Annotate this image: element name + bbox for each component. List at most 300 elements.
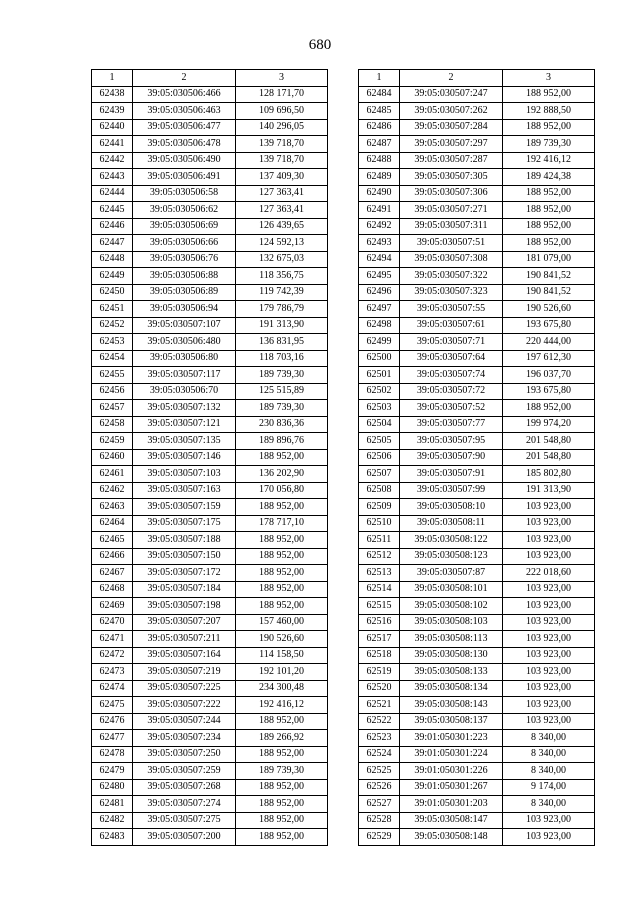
row-number-cell: 62457 <box>92 400 133 417</box>
cadastral-number-cell: 39:05:030506:66 <box>133 235 236 252</box>
cadastral-number-cell: 39:05:030507:51 <box>400 235 503 252</box>
table-row <box>92 433 328 450</box>
cadastral-number-cell: 39:05:030508:113 <box>400 631 503 648</box>
table-row <box>359 400 595 417</box>
row-number-cell: 62519 <box>359 664 400 681</box>
table-row <box>359 697 595 714</box>
row-number-cell: 62501 <box>359 367 400 384</box>
cadastral-number-cell: 39:05:030506:478 <box>133 136 236 153</box>
table-row <box>92 86 328 103</box>
table-row <box>359 169 595 186</box>
table-row <box>359 317 595 334</box>
value-cell: 132 675,03 <box>236 251 328 268</box>
row-number-cell: 62461 <box>92 466 133 483</box>
row-number-cell: 62510 <box>359 515 400 532</box>
table-row <box>92 383 328 400</box>
table-row <box>359 416 595 433</box>
value-cell: 140 296,05 <box>236 119 328 136</box>
value-cell: 196 037,70 <box>503 367 595 384</box>
cadastral-number-cell: 39:05:030507:61 <box>400 317 503 334</box>
table-row <box>359 466 595 483</box>
table-row <box>359 268 595 285</box>
cadastral-number-cell: 39:05:030506:490 <box>133 152 236 169</box>
value-cell: 234 300,48 <box>236 680 328 697</box>
cadastral-number-cell: 39:05:030507:55 <box>400 301 503 318</box>
value-cell: 188 952,00 <box>503 202 595 219</box>
value-cell: 188 952,00 <box>236 829 328 846</box>
cadastral-number-cell: 39:05:030508:103 <box>400 614 503 631</box>
table-row <box>359 779 595 796</box>
cadastral-number-cell: 39:05:030507:52 <box>400 400 503 417</box>
header-cell: 2 <box>133 70 236 87</box>
row-number-cell: 62498 <box>359 317 400 334</box>
table-row <box>92 548 328 565</box>
row-number-cell: 62475 <box>92 697 133 714</box>
cadastral-number-cell: 39:05:030507:274 <box>133 796 236 813</box>
row-number-cell: 62481 <box>92 796 133 813</box>
row-number-cell: 62449 <box>92 268 133 285</box>
table-row <box>359 449 595 466</box>
row-number-cell: 62515 <box>359 598 400 615</box>
table-row <box>359 631 595 648</box>
table-row <box>359 499 595 516</box>
value-cell: 139 718,70 <box>236 136 328 153</box>
cadastral-number-cell: 39:05:030508:134 <box>400 680 503 697</box>
table-row <box>359 284 595 301</box>
cadastral-number-cell: 39:05:030507:271 <box>400 202 503 219</box>
cadastral-number-cell: 39:05:030508:130 <box>400 647 503 664</box>
value-cell: 9 174,00 <box>503 779 595 796</box>
row-number-cell: 62452 <box>92 317 133 334</box>
cadastral-number-cell: 39:05:030508:148 <box>400 829 503 846</box>
left-table <box>91 69 328 846</box>
cadastral-number-cell: 39:05:030506:76 <box>133 251 236 268</box>
table-row <box>92 136 328 153</box>
table-row <box>92 647 328 664</box>
table-row <box>92 449 328 466</box>
value-cell: 103 923,00 <box>503 515 595 532</box>
table-row <box>92 152 328 169</box>
table-row <box>359 565 595 582</box>
cadastral-number-cell: 39:05:030507:132 <box>133 400 236 417</box>
table-row <box>359 829 595 846</box>
row-number-cell: 62499 <box>359 334 400 351</box>
row-number-cell: 62450 <box>92 284 133 301</box>
value-cell: 188 952,00 <box>236 499 328 516</box>
value-cell: 103 923,00 <box>503 499 595 516</box>
header-cell: 1 <box>359 70 400 87</box>
value-cell: 190 526,60 <box>503 301 595 318</box>
value-cell: 139 718,70 <box>236 152 328 169</box>
table-row <box>92 235 328 252</box>
cadastral-number-cell: 39:05:030507:250 <box>133 746 236 763</box>
row-number-cell: 62496 <box>359 284 400 301</box>
table-row <box>359 152 595 169</box>
value-cell: 118 703,16 <box>236 350 328 367</box>
cadastral-number-cell: 39:05:030507:234 <box>133 730 236 747</box>
table-row <box>359 730 595 747</box>
cadastral-number-cell: 39:01:050301:203 <box>400 796 503 813</box>
table-row <box>92 829 328 846</box>
table-row <box>92 680 328 697</box>
row-number-cell: 62439 <box>92 103 133 120</box>
table-row <box>92 631 328 648</box>
header-cell: 3 <box>236 70 328 87</box>
table-header-row <box>92 70 328 87</box>
row-number-cell: 62494 <box>359 251 400 268</box>
table-row <box>359 86 595 103</box>
table-row <box>92 730 328 747</box>
cadastral-number-cell: 39:05:030508:123 <box>400 548 503 565</box>
value-cell: 192 888,50 <box>503 103 595 120</box>
value-cell: 193 675,80 <box>503 383 595 400</box>
table-row <box>359 746 595 763</box>
row-number-cell: 62513 <box>359 565 400 582</box>
value-cell: 188 952,00 <box>236 565 328 582</box>
table-row <box>92 614 328 631</box>
table-row <box>359 713 595 730</box>
value-cell: 188 952,00 <box>503 218 595 235</box>
row-number-cell: 62438 <box>92 86 133 103</box>
table-row <box>92 779 328 796</box>
cadastral-number-cell: 39:05:030507:284 <box>400 119 503 136</box>
value-cell: 103 923,00 <box>503 548 595 565</box>
table-row <box>92 185 328 202</box>
value-cell: 188 952,00 <box>236 581 328 598</box>
table-row <box>92 713 328 730</box>
cadastral-number-cell: 39:05:030508:101 <box>400 581 503 598</box>
value-cell: 189 739,30 <box>236 400 328 417</box>
value-cell: 189 896,76 <box>236 433 328 450</box>
cadastral-number-cell: 39:05:030507:268 <box>133 779 236 796</box>
cadastral-number-cell: 39:05:030507:184 <box>133 581 236 598</box>
cadastral-number-cell: 39:05:030507:322 <box>400 268 503 285</box>
table-row <box>359 136 595 153</box>
value-cell: 189 266,92 <box>236 730 328 747</box>
value-cell: 179 786,79 <box>236 301 328 318</box>
table-row <box>92 416 328 433</box>
table-row <box>359 581 595 598</box>
table-row <box>359 103 595 120</box>
row-number-cell: 62445 <box>92 202 133 219</box>
row-number-cell: 62462 <box>92 482 133 499</box>
table-row <box>92 169 328 186</box>
page-number: 680 <box>308 37 332 53</box>
cadastral-number-cell: 39:05:030507:222 <box>133 697 236 714</box>
row-number-cell: 62508 <box>359 482 400 499</box>
row-number-cell: 62482 <box>92 812 133 829</box>
cadastral-number-cell: 39:05:030507:172 <box>133 565 236 582</box>
table-row <box>359 664 595 681</box>
row-number-cell: 62528 <box>359 812 400 829</box>
cadastral-number-cell: 39:01:050301:226 <box>400 763 503 780</box>
row-number-cell: 62456 <box>92 383 133 400</box>
cadastral-number-cell: 39:05:030506:62 <box>133 202 236 219</box>
value-cell: 125 515,89 <box>236 383 328 400</box>
value-cell: 191 313,90 <box>503 482 595 499</box>
value-cell: 188 952,00 <box>503 185 595 202</box>
table-row <box>92 664 328 681</box>
row-number-cell: 62463 <box>92 499 133 516</box>
row-number-cell: 62454 <box>92 350 133 367</box>
value-cell: 137 409,30 <box>236 169 328 186</box>
row-number-cell: 62477 <box>92 730 133 747</box>
row-number-cell: 62459 <box>92 433 133 450</box>
value-cell: 103 923,00 <box>503 697 595 714</box>
value-cell: 220 444,00 <box>503 334 595 351</box>
cadastral-number-cell: 39:05:030507:262 <box>400 103 503 120</box>
value-cell: 192 101,20 <box>236 664 328 681</box>
table-row <box>359 185 595 202</box>
table-row <box>92 499 328 516</box>
value-cell: 119 742,39 <box>236 284 328 301</box>
value-cell: 127 363,41 <box>236 185 328 202</box>
table-row <box>359 515 595 532</box>
table-row <box>92 103 328 120</box>
table-row <box>359 218 595 235</box>
cadastral-number-cell: 39:05:030507:64 <box>400 350 503 367</box>
table-row <box>92 350 328 367</box>
cadastral-number-cell: 39:05:030506:491 <box>133 169 236 186</box>
cadastral-number-cell: 39:05:030507:90 <box>400 449 503 466</box>
table-row <box>359 235 595 252</box>
table-row <box>92 251 328 268</box>
row-number-cell: 62504 <box>359 416 400 433</box>
value-cell: 114 158,50 <box>236 647 328 664</box>
cadastral-number-cell: 39:05:030507:163 <box>133 482 236 499</box>
value-cell: 103 923,00 <box>503 631 595 648</box>
value-cell: 185 802,80 <box>503 466 595 483</box>
value-cell: 189 424,38 <box>503 169 595 186</box>
value-cell: 8 340,00 <box>503 730 595 747</box>
row-number-cell: 62446 <box>92 218 133 235</box>
cadastral-number-cell: 39:05:030508:133 <box>400 664 503 681</box>
cadastral-number-cell: 39:05:030507:146 <box>133 449 236 466</box>
cadastral-number-cell: 39:05:030507:159 <box>133 499 236 516</box>
value-cell: 118 356,75 <box>236 268 328 285</box>
cadastral-number-cell: 39:05:030508:10 <box>400 499 503 516</box>
cadastral-number-cell: 39:05:030507:275 <box>133 812 236 829</box>
table-row <box>92 482 328 499</box>
row-number-cell: 62471 <box>92 631 133 648</box>
table-row <box>359 119 595 136</box>
value-cell: 190 841,52 <box>503 284 595 301</box>
row-number-cell: 62472 <box>92 647 133 664</box>
value-cell: 188 952,00 <box>503 235 595 252</box>
table-row <box>359 251 595 268</box>
value-cell: 181 079,00 <box>503 251 595 268</box>
row-number-cell: 62503 <box>359 400 400 417</box>
value-cell: 192 416,12 <box>236 697 328 714</box>
row-number-cell: 62522 <box>359 713 400 730</box>
value-cell: 188 952,00 <box>236 779 328 796</box>
table-row <box>359 680 595 697</box>
cadastral-number-cell: 39:05:030507:305 <box>400 169 503 186</box>
value-cell: 188 952,00 <box>503 119 595 136</box>
value-cell: 197 612,30 <box>503 350 595 367</box>
row-number-cell: 62484 <box>359 86 400 103</box>
row-number-cell: 62495 <box>359 268 400 285</box>
table-row <box>359 433 595 450</box>
value-cell: 136 831,95 <box>236 334 328 351</box>
row-number-cell: 62442 <box>92 152 133 169</box>
left-table-body <box>92 70 328 846</box>
value-cell: 188 952,00 <box>236 598 328 615</box>
row-number-cell: 62464 <box>92 515 133 532</box>
cadastral-number-cell: 39:05:030507:107 <box>133 317 236 334</box>
cadastral-number-cell: 39:05:030507:117 <box>133 367 236 384</box>
cadastral-number-cell: 39:05:030506:466 <box>133 86 236 103</box>
row-number-cell: 62469 <box>92 598 133 615</box>
row-number-cell: 62476 <box>92 713 133 730</box>
table-row <box>359 334 595 351</box>
table-row <box>359 532 595 549</box>
value-cell: 103 923,00 <box>503 664 595 681</box>
cadastral-number-cell: 39:05:030507:323 <box>400 284 503 301</box>
table-row <box>92 746 328 763</box>
value-cell: 103 923,00 <box>503 829 595 846</box>
value-cell: 190 841,52 <box>503 268 595 285</box>
table-row <box>92 334 328 351</box>
value-cell: 109 696,50 <box>236 103 328 120</box>
row-number-cell: 62440 <box>92 119 133 136</box>
row-number-cell: 62443 <box>92 169 133 186</box>
value-cell: 103 923,00 <box>503 532 595 549</box>
table-row <box>92 119 328 136</box>
header-cell: 1 <box>92 70 133 87</box>
cadastral-number-cell: 39:05:030507:211 <box>133 631 236 648</box>
table-row <box>92 796 328 813</box>
header-cell: 3 <box>503 70 595 87</box>
table-row <box>359 367 595 384</box>
row-number-cell: 62506 <box>359 449 400 466</box>
cadastral-number-cell: 39:05:030507:164 <box>133 647 236 664</box>
row-number-cell: 62511 <box>359 532 400 549</box>
table-row <box>359 812 595 829</box>
cadastral-number-cell: 39:05:030507:77 <box>400 416 503 433</box>
table-row <box>92 532 328 549</box>
right-table-body <box>359 70 595 846</box>
value-cell: 8 340,00 <box>503 763 595 780</box>
table-row <box>359 614 595 631</box>
cadastral-number-cell: 39:05:030506:69 <box>133 218 236 235</box>
value-cell: 103 923,00 <box>503 614 595 631</box>
row-number-cell: 62517 <box>359 631 400 648</box>
row-number-cell: 62486 <box>359 119 400 136</box>
cadastral-number-cell: 39:05:030506:477 <box>133 119 236 136</box>
value-cell: 170 056,80 <box>236 482 328 499</box>
row-number-cell: 62460 <box>92 449 133 466</box>
table-row <box>92 218 328 235</box>
value-cell: 201 548,80 <box>503 433 595 450</box>
row-number-cell: 62455 <box>92 367 133 384</box>
row-number-cell: 62529 <box>359 829 400 846</box>
value-cell: 157 460,00 <box>236 614 328 631</box>
cadastral-number-cell: 39:05:030506:58 <box>133 185 236 202</box>
row-number-cell: 62491 <box>359 202 400 219</box>
value-cell: 188 952,00 <box>236 548 328 565</box>
value-cell: 190 526,60 <box>236 631 328 648</box>
cadastral-number-cell: 39:05:030507:135 <box>133 433 236 450</box>
row-number-cell: 62509 <box>359 499 400 516</box>
value-cell: 193 675,80 <box>503 317 595 334</box>
table-row <box>359 763 595 780</box>
table-row <box>92 581 328 598</box>
cadastral-number-cell: 39:05:030506:480 <box>133 334 236 351</box>
row-number-cell: 62505 <box>359 433 400 450</box>
cadastral-number-cell: 39:05:030507:121 <box>133 416 236 433</box>
cadastral-number-cell: 39:05:030507:150 <box>133 548 236 565</box>
right-table <box>358 69 595 846</box>
row-number-cell: 62468 <box>92 581 133 598</box>
header-cell: 2 <box>400 70 503 87</box>
cadastral-number-cell: 39:05:030506:94 <box>133 301 236 318</box>
value-cell: 188 952,00 <box>236 532 328 549</box>
value-cell: 188 952,00 <box>236 449 328 466</box>
cadastral-number-cell: 39:05:030507:200 <box>133 829 236 846</box>
cadastral-number-cell: 39:05:030507:99 <box>400 482 503 499</box>
row-number-cell: 62474 <box>92 680 133 697</box>
table-row <box>92 400 328 417</box>
cadastral-number-cell: 39:05:030507:297 <box>400 136 503 153</box>
cadastral-number-cell: 39:05:030508:102 <box>400 598 503 615</box>
row-number-cell: 62502 <box>359 383 400 400</box>
row-number-cell: 62488 <box>359 152 400 169</box>
cadastral-number-cell: 39:05:030507:198 <box>133 598 236 615</box>
row-number-cell: 62470 <box>92 614 133 631</box>
row-number-cell: 62514 <box>359 581 400 598</box>
row-number-cell: 62493 <box>359 235 400 252</box>
row-number-cell: 62444 <box>92 185 133 202</box>
table-row <box>359 598 595 615</box>
cadastral-number-cell: 39:05:030508:122 <box>400 532 503 549</box>
table-row <box>92 317 328 334</box>
value-cell: 222 018,60 <box>503 565 595 582</box>
row-number-cell: 62487 <box>359 136 400 153</box>
table-row <box>359 301 595 318</box>
table-header-row <box>359 70 595 87</box>
row-number-cell: 62451 <box>92 301 133 318</box>
value-cell: 103 923,00 <box>503 713 595 730</box>
value-cell: 136 202,90 <box>236 466 328 483</box>
row-number-cell: 62466 <box>92 548 133 565</box>
row-number-cell: 62524 <box>359 746 400 763</box>
table-row <box>92 598 328 615</box>
value-cell: 126 439,65 <box>236 218 328 235</box>
table-row <box>92 268 328 285</box>
cadastral-number-cell: 39:05:030507:287 <box>400 152 503 169</box>
table-row <box>92 301 328 318</box>
cadastral-number-cell: 39:05:030507:311 <box>400 218 503 235</box>
row-number-cell: 62483 <box>92 829 133 846</box>
row-number-cell: 62479 <box>92 763 133 780</box>
cadastral-number-cell: 39:05:030507:95 <box>400 433 503 450</box>
cadastral-number-cell: 39:05:030506:70 <box>133 383 236 400</box>
value-cell: 188 952,00 <box>236 713 328 730</box>
cadastral-number-cell: 39:05:030507:306 <box>400 185 503 202</box>
cadastral-number-cell: 39:05:030507:308 <box>400 251 503 268</box>
row-number-cell: 62447 <box>92 235 133 252</box>
table-row <box>92 202 328 219</box>
cadastral-number-cell: 39:01:050301:223 <box>400 730 503 747</box>
cadastral-number-cell: 39:05:030507:219 <box>133 664 236 681</box>
table-row <box>92 515 328 532</box>
value-cell: 188 952,00 <box>503 400 595 417</box>
row-number-cell: 62507 <box>359 466 400 483</box>
row-number-cell: 62489 <box>359 169 400 186</box>
row-number-cell: 62453 <box>92 334 133 351</box>
cadastral-number-cell: 39:05:030507:91 <box>400 466 503 483</box>
